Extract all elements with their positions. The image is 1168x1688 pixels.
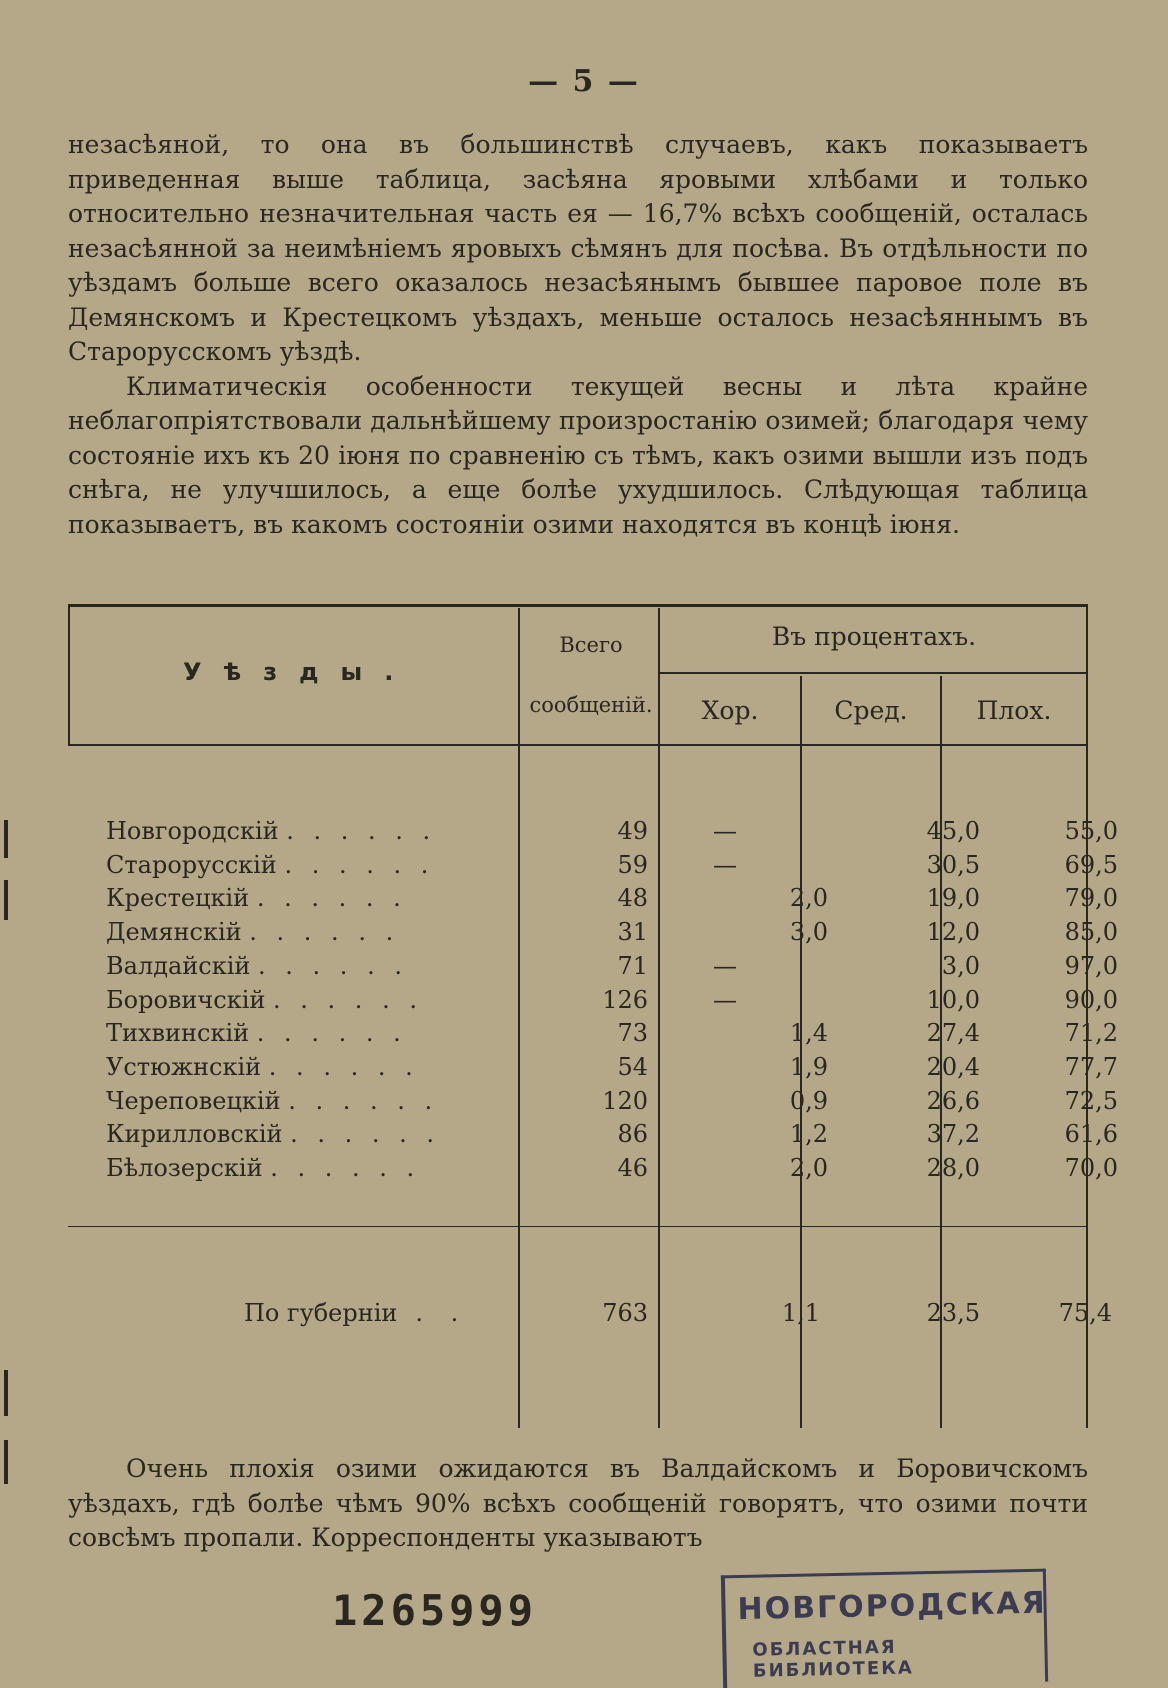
- paragraph-1: незасѣяной, то она въ большинствѣ случаевъ, какъ показываетъ приведенная выше таблица, засѣяна яровыми хлѣбами и только относительно незначительная часть ея — 16,7% всѣхъ сообщеній, осталась незасѣянной за неимѣніемъ яровыхъ сѣмянъ для посѣва. Въ отдѣльности по уѣздамъ больше всего оказалось незасѣянымъ бывшее паровое поле въ Демянскомъ и Крестецкомъ уѣздахъ, меньше осталось незасѣяннымъ въ Старорусскомъ уѣздѣ.: [68, 130, 1088, 366]
- district-name-text: Крестецкій: [106, 884, 250, 913]
- summary-label: [244, 1296, 468, 1330]
- cell-total: 54: [617, 1052, 648, 1081]
- edge-mark: [4, 1370, 8, 1416]
- district-name: [106, 814, 436, 848]
- table-row: [68, 1117, 1118, 1151]
- header-total-line-1: Всего: [559, 633, 623, 657]
- paragraph-3: Очень плохія озими ожидаются въ Валдайскомъ и Боровичскомъ уѣздахъ, гдѣ болѣе чѣмъ 90% всѣхъ сообщеній говорятъ, что озими почти совсѣмъ пропали. Корреспонденты указываютъ: [68, 1454, 1088, 1552]
- district-name: [106, 1050, 419, 1084]
- table-row: [68, 949, 1118, 983]
- cell-good: 1,4: [789, 1019, 828, 1048]
- cell-good: 3,0: [789, 918, 828, 947]
- district-name-text: Бѣлозерскій: [106, 1154, 263, 1182]
- cell-medium: 19,0: [926, 884, 980, 913]
- stamp-line-1: НОВГОРОДСКАЯ: [737, 1585, 1048, 1628]
- page-number: — 5 —: [528, 64, 640, 99]
- header-medium: Сред.: [834, 696, 908, 725]
- cell-good: 0,9: [789, 1086, 828, 1115]
- district-name: [106, 983, 423, 1017]
- cell-medium: 28,0: [926, 1154, 980, 1182]
- district-name-text: Кирилловскій: [106, 1120, 283, 1149]
- edge-mark: [4, 880, 8, 920]
- summary-row: [68, 1296, 1112, 1330]
- cell-bad: 97,0: [1064, 951, 1118, 980]
- leader-dots: . . . . . .: [258, 951, 408, 980]
- cell-bad: 71,2: [1064, 1019, 1118, 1048]
- district-name-text: Новгородскій: [106, 817, 279, 845]
- cell-medium: 45,0: [926, 817, 980, 845]
- summary-dots: . .: [415, 1299, 469, 1327]
- cell-good: —: [713, 951, 737, 980]
- cell-medium: 20,4: [926, 1052, 980, 1081]
- table-row: [68, 1016, 1118, 1050]
- header-district: Уѣзды.: [183, 658, 416, 686]
- table-row: [68, 1084, 1118, 1118]
- cell-medium: 30,5: [926, 850, 980, 879]
- district-name: [106, 1016, 407, 1050]
- cell-medium: 27,4: [926, 1019, 980, 1048]
- cell-bad: 85,0: [1064, 918, 1118, 947]
- body-text-top: [68, 128, 1088, 542]
- header-total-line-2: сообщеній.: [529, 693, 653, 717]
- leader-dots: . . . . . .: [288, 1086, 439, 1115]
- library-stamp: [721, 1569, 1048, 1688]
- district-name: [106, 949, 408, 983]
- district-name-text: Боровичскій: [106, 985, 266, 1014]
- summary-total: 763: [602, 1299, 648, 1327]
- cell-good: 2,0: [789, 884, 828, 913]
- cell-total: 46: [617, 1154, 648, 1182]
- district-name: [106, 1117, 440, 1151]
- header-percent: Въ процентахъ.: [771, 622, 977, 651]
- cell-total: 59: [617, 850, 648, 879]
- leader-dots: . . . . . .: [273, 985, 423, 1014]
- leader-dots: . . . . . .: [268, 1052, 419, 1081]
- district-name-text: Валдайскій: [106, 951, 251, 980]
- table-row: [68, 881, 1118, 915]
- cell-good: —: [713, 985, 737, 1014]
- cell-good: 1,2: [789, 1120, 828, 1149]
- leader-dots: . . . . . .: [256, 1019, 407, 1048]
- stamp-line-2: ОБЛАСТНАЯ БИБЛИОТЕКА: [752, 1636, 915, 1682]
- table-row: [68, 983, 1118, 1017]
- leader-dots: . . . . . .: [284, 850, 435, 879]
- inventory-number: 1265999: [332, 1586, 538, 1635]
- cell-medium: 12,0: [926, 918, 980, 947]
- district-name-text: Череповецкій: [106, 1086, 281, 1115]
- leader-dots: . . . . . .: [290, 1120, 441, 1149]
- cell-total: 49: [617, 817, 648, 845]
- cell-total: 120: [602, 1086, 648, 1115]
- edge-mark: [4, 1440, 8, 1484]
- cell-bad: 72,5: [1064, 1086, 1118, 1115]
- header-good: Хор.: [701, 696, 759, 725]
- cell-bad: 61,6: [1064, 1120, 1118, 1149]
- district-name-text: Старорусскій: [106, 850, 277, 879]
- cell-total: 48: [617, 884, 648, 913]
- cell-total: 71: [617, 951, 648, 980]
- cell-medium: 37,2: [926, 1120, 980, 1149]
- district-name: [106, 1151, 420, 1185]
- table-row: [68, 915, 1118, 949]
- summary-medium: 23,5: [926, 1299, 980, 1327]
- district-name-text: Устюжнскій: [106, 1052, 262, 1081]
- winter-crops-table: [68, 600, 1118, 1430]
- cell-bad: 55,0: [1064, 817, 1118, 845]
- cell-medium: 26,6: [926, 1086, 980, 1115]
- district-name-text: Демянскій: [106, 918, 242, 947]
- cell-good: —: [713, 817, 737, 845]
- district-name: [106, 915, 399, 949]
- district-name: [106, 848, 434, 882]
- district-name: [106, 881, 407, 915]
- summary-bad: 75,4: [1058, 1299, 1112, 1327]
- cell-total: 126: [602, 985, 648, 1014]
- leader-dots: . . . . . .: [286, 817, 437, 845]
- cell-bad: 79,0: [1064, 884, 1118, 913]
- header-bad: Плох.: [976, 696, 1052, 725]
- cell-good: 2,0: [789, 1154, 828, 1182]
- cell-bad: 69,5: [1064, 850, 1118, 879]
- cell-total: 73: [617, 1019, 648, 1048]
- cell-bad: 90,0: [1064, 985, 1118, 1014]
- table-row: [68, 1050, 1118, 1084]
- cell-medium: 3,0: [941, 951, 980, 980]
- cell-total: 31: [617, 918, 648, 947]
- cell-good: 1,9: [789, 1052, 828, 1081]
- header-total: [520, 618, 662, 722]
- leader-dots: . . . . . .: [256, 884, 407, 913]
- cell-good: —: [713, 850, 737, 879]
- summary-name: По губерніи: [244, 1299, 398, 1327]
- cell-total: 86: [617, 1120, 648, 1149]
- paragraph-2: Климатическія особенности текущей весны и лѣта крайне неблагопріятствовали дальнѣйшему произростанію озимей; благодаря чему состояніе ихъ къ 20 іюня по сравненію съ тѣмъ, какъ озими вышли изъ подъ снѣга, не улучшилось, а еще болѣе ухудшилось. Слѣдующая таблица показываетъ, въ какомъ состояніи озими находятся въ концѣ іюня.: [68, 371, 1088, 539]
- table-row: [68, 848, 1118, 882]
- leader-dots: . . . . . .: [249, 918, 400, 947]
- cell-medium: 10,0: [926, 985, 980, 1014]
- cell-bad: 70,0: [1064, 1154, 1118, 1182]
- table-row: [68, 814, 1118, 848]
- leader-dots: . . . . . .: [270, 1154, 421, 1182]
- district-name: [106, 1084, 438, 1118]
- edge-mark: [4, 820, 8, 858]
- summary-good: 1,1: [781, 1299, 820, 1327]
- table-row: [68, 1151, 1118, 1185]
- district-name-text: Тихвинскій: [106, 1019, 250, 1048]
- cell-bad: 77,7: [1064, 1052, 1118, 1081]
